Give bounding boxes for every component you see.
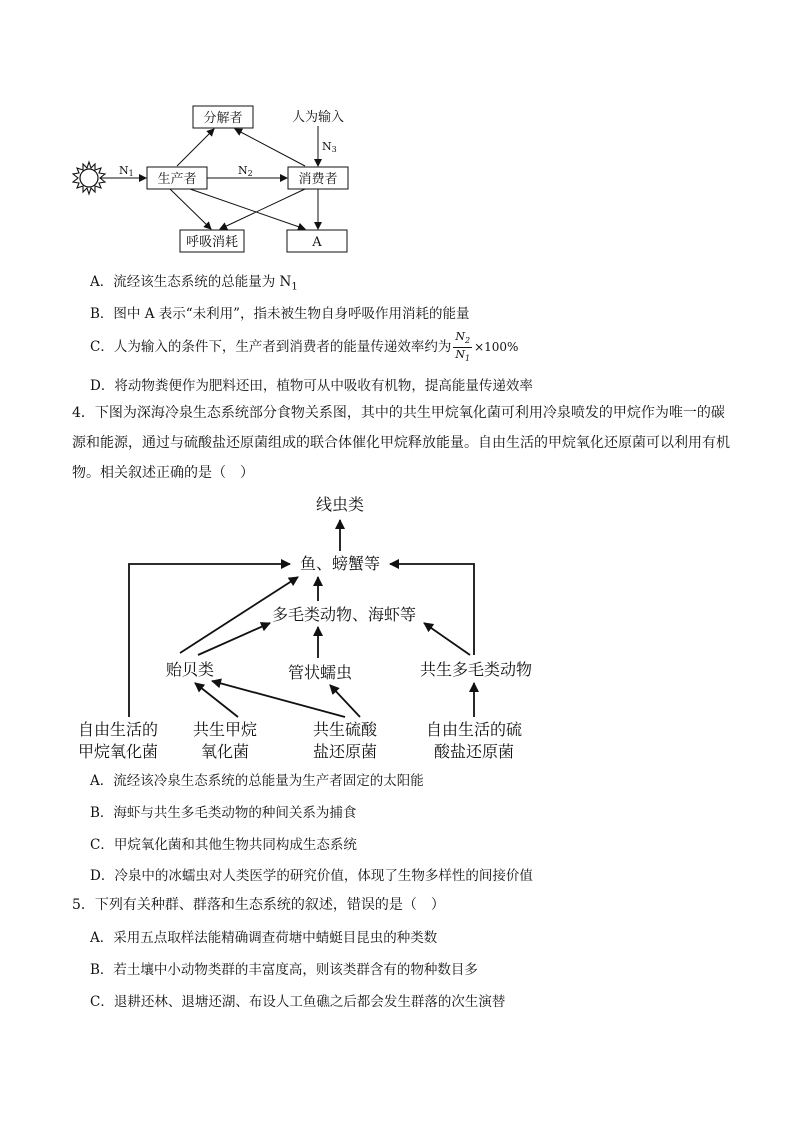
arrow-symsulfate-tubeworm: [330, 685, 360, 717]
arrow-symmethane-mussels: [195, 683, 238, 717]
tubeworm-label: 管状蠕虫: [287, 663, 353, 682]
q4-option-a: A．流经该冷泉生态系统的总能量为生产者固定的太阳能: [90, 773, 424, 789]
producer-label: 生产者: [157, 172, 197, 187]
q3-option-d: D．将动物粪便作为肥料还田，植物可从中吸收有机物，提高能量传递效率: [90, 378, 533, 394]
decomposer-label: 分解者: [203, 111, 243, 126]
arrow-sympoly-polychaete: [424, 623, 470, 655]
n1-label: N1: [119, 164, 134, 178]
q4-option-c: C．甲烷氧化菌和其他生物共同构成生态系统: [90, 837, 357, 853]
food-web-diagram: [0, 485, 794, 763]
arrow-mussels-polychaete: [198, 623, 270, 655]
nematodes-label: 线虫类: [315, 495, 365, 514]
q5-option-c: C．退耕还林、退塘还湖、布设人工鱼礁之后都会发生群落的次生演替: [90, 994, 506, 1010]
q5-option-a: A．采用五点取样法能精确调查荷塘中蜻蜓目昆虫的种类数: [90, 930, 438, 946]
consumer-label: 消费者: [298, 172, 338, 187]
symbiotic-polychaete-label: 共生多毛类动物: [419, 660, 533, 679]
n3-label: N3: [322, 140, 337, 154]
arrow-consumer-decomposer: [235, 129, 305, 166]
human-input-label: 人为输入: [291, 110, 345, 125]
fish-crab-label: 鱼、螃蟹等: [299, 554, 381, 573]
mussels-label: 贻贝类: [165, 660, 215, 679]
arrow-producer-respiration: [170, 189, 211, 229]
q3-option-a: A．流经该生态系统的总能量为 $N_1$: [90, 274, 298, 293]
a-label: A: [312, 235, 322, 250]
polychaete-shrimp-label: 多毛类动物、海虾等: [271, 605, 417, 624]
q4-stem: 4．下图为深海冷泉生态系统部分食物关系图，其中的共生甲烷氧化菌可利用冷泉喷发的甲烷作为唯一的碳源和能源，通过与硫酸盐还原菌组成的联合体催化甲烷释放能量。自由生活的甲烷氧化还原菌可以利用有机物。相关叙述正确的是（ ）: [72, 405, 730, 481]
q4-option-b: B．海虾与共生多毛类动物的种间关系为捕食: [90, 805, 357, 821]
n2-label: N2: [238, 164, 253, 178]
energy-flow-diagram: [0, 0, 794, 262]
arrow-consumer-respiration: [220, 189, 305, 229]
respiration-label: 呼吸消耗: [185, 235, 239, 250]
q4-option-d: D．冷泉中的冰蠕虫对人类医学的研究价值，体现了生物多样性的间接价值: [90, 868, 533, 884]
sym-methane-bacteria-line1: 共生甲烷: [192, 720, 258, 739]
free-sulfate-bacteria-line1: 自由生活的硫: [425, 720, 523, 739]
sym-methane-bacteria-line2: 氧化菌: [200, 742, 250, 761]
free-methane-bacteria-line1: 自由生活的: [77, 720, 159, 739]
sym-sulfate-bacteria-line1: 共生硫酸: [312, 720, 378, 739]
arrow-producer-decomposer: [177, 129, 214, 166]
arrow-producer-a: [190, 189, 305, 229]
free-methane-bacteria-line2: 甲烷氧化菌: [77, 742, 159, 761]
q5-option-b: B．若土壤中小动物类群的丰富度高，则该类群含有的物种数目多: [90, 962, 478, 978]
q3-option-b: B．图中 A 表示“未利用”，指未被生物自身呼吸作用消耗的能量: [90, 306, 470, 322]
q3-option-c: C．人为输入的条件下，生产者到消费者的能量传递效率约为 $\frac{N_2}{N_1}$ ×100%: [90, 330, 519, 364]
efficiency-fraction: $\frac{N_2}{N_1}$: [455, 330, 471, 364]
sym-sulfate-bacteria-line2: 盐还原菌: [312, 742, 378, 761]
free-sulfate-bacteria-line2: 酸盐还原菌: [433, 742, 515, 761]
q5-stem: 5．下列有关种群、群落和生态系统的叙述，错误的是（ ）: [72, 897, 445, 913]
